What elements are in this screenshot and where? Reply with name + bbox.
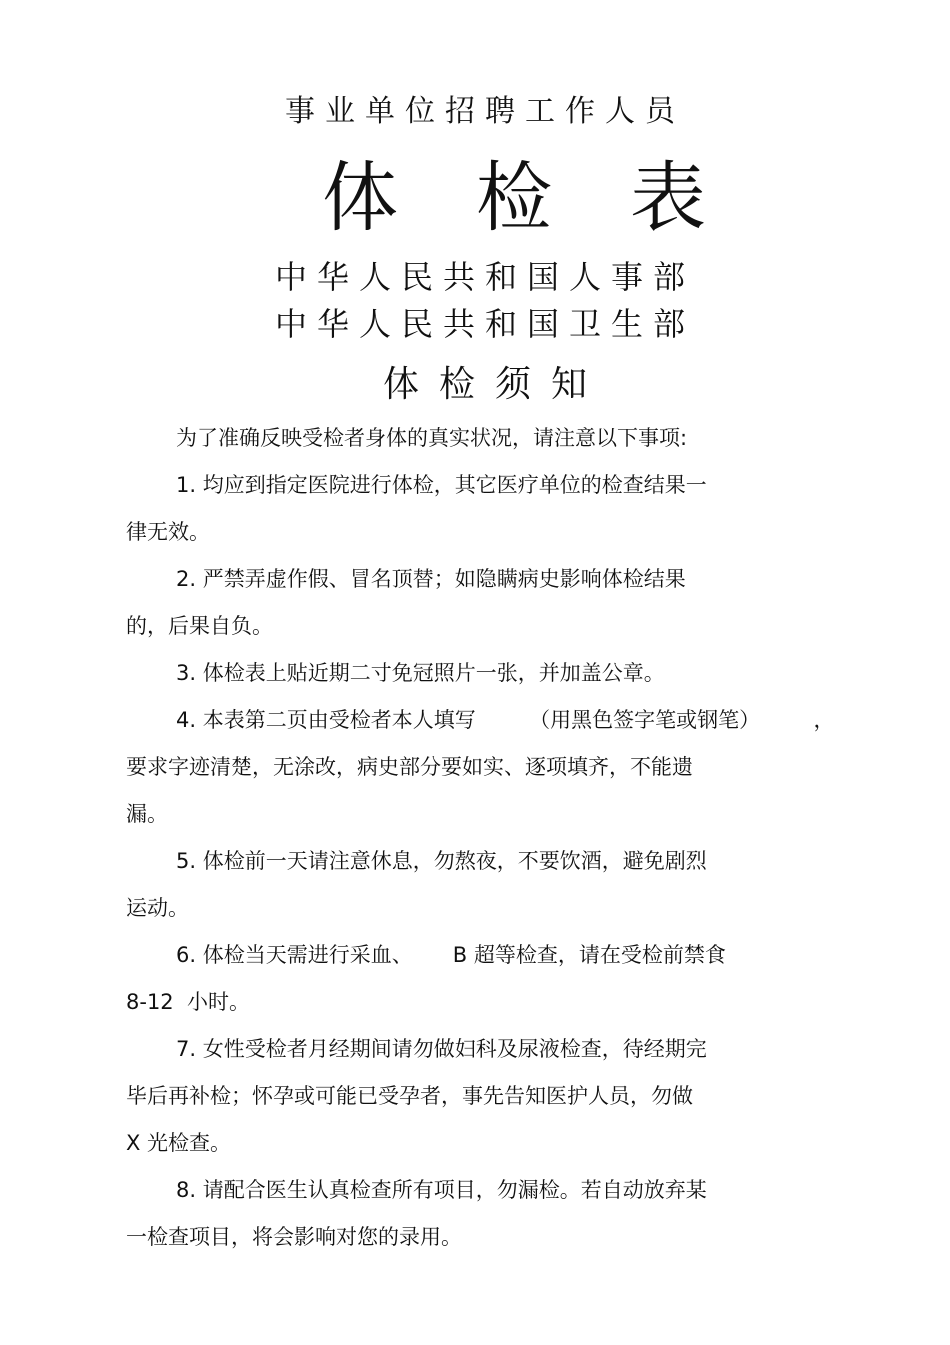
notice-item-6-line-1: 6. 体检当天需进行采血、 B 超等检查，请在受检前禁食 [176,943,726,967]
issuer-ministry-health: 中华人民共和国卫生部 [274,305,695,343]
notice-item-6-line-2: 8-12 小时。 [126,990,251,1014]
notice-intro: 为了准确反映受检者身体的真实状况，请注意以下事项: [176,426,688,450]
notice-item-5-line-2: 运动。 [126,896,189,920]
notice-item-7-line-3: X 光检查。 [126,1131,232,1155]
notice-item-8-line-1: 8. 请配合医生认真检查所有项目，勿漏检。若自动放弃某 [176,1178,707,1202]
notice-item-1-line-2: 律无效。 [126,520,210,544]
notice-item-8-line-2: 一检查项目，将会影响对您的录用。 [126,1225,462,1249]
notice-item-4-line-3: 漏。 [126,802,168,826]
issuer-ministry-personnel: 中华人民共和国人事部 [274,258,695,296]
notice-item-2-line-1: 2. 严禁弄虚作假、冒名顶替；如隐瞒病史影响体检结果 [176,567,686,591]
document-title: 体检表 [322,153,784,242]
notice-item-4-line-2: 要求字迹清楚，无涂改，病史部分要如实、逐项填齐，不能遗 [126,755,693,779]
notice-item-3: 3. 体检表上贴近期二寸免冠照片一张，并加盖公章。 [176,661,665,685]
notice-item-1-line-1: 1. 均应到指定医院进行体检，其它医疗单位的检查结果一 [176,473,707,497]
notice-item-2-line-2: 的，后果自负。 [126,614,273,638]
notice-title: 体检须知 [382,364,607,405]
notice-item-7-line-1: 7. 女性受检者月经期间请勿做妇科及尿液检查，待经期完 [176,1037,707,1061]
notice-item-5-line-1: 5. 体检前一天请注意休息，勿熬夜，不要饮酒，避免剧烈 [176,849,707,873]
notice-item-4-line-1: 4. 本表第二页由受检者本人填写 （用黑色签字笔或钢笔） ， [176,708,835,732]
notice-item-7-line-2: 毕后再补检；怀孕或可能已受孕者，事先告知医护人员，勿做 [126,1084,693,1108]
document-subtitle: 事业单位招聘工作人员 [285,94,685,129]
